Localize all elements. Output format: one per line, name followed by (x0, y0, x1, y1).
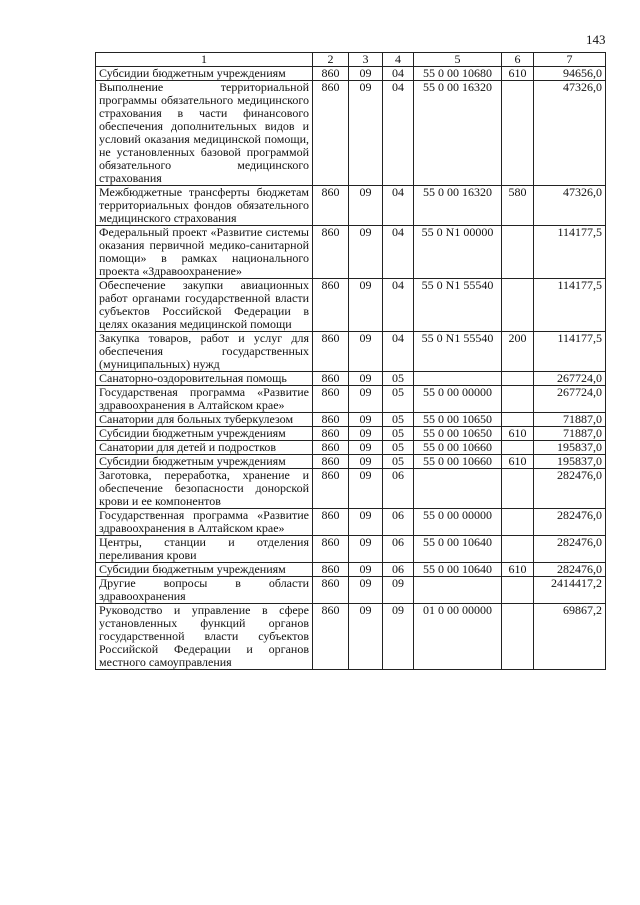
table-row (96, 279, 606, 332)
section-code: 09 (349, 413, 383, 427)
expense-type-code (502, 509, 534, 536)
expense-type-code: 580 (502, 186, 534, 226)
admin-code: 860 (313, 427, 349, 441)
subsection-code: 06 (383, 536, 414, 563)
section-code: 09 (349, 67, 383, 81)
target-article-code: 55 0 00 10650 (414, 413, 502, 427)
table-row (96, 455, 606, 469)
amount: 2414417,2 (534, 577, 606, 604)
admin-code: 860 (313, 455, 349, 469)
admin-code: 860 (313, 441, 349, 455)
header-cell: 4 (383, 53, 414, 67)
table-row (96, 469, 606, 509)
table-row (96, 386, 606, 413)
table-row (96, 441, 606, 455)
amount: 47326,0 (534, 81, 606, 186)
subsection-code: 05 (383, 427, 414, 441)
header-cell: 5 (414, 53, 502, 67)
amount: 195837,0 (534, 455, 606, 469)
row-name: Субсидии бюджетным учреждениям (96, 563, 313, 577)
row-name: Закупка товаров, работ и услуг для обеспечения государственных (муниципальных) нужд (96, 332, 313, 372)
amount: 282476,0 (534, 509, 606, 536)
amount: 114177,5 (534, 226, 606, 279)
expense-type-code (502, 279, 534, 332)
amount: 282476,0 (534, 563, 606, 577)
row-name: Субсидии бюджетным учреждениям (96, 427, 313, 441)
amount: 267724,0 (534, 386, 606, 413)
expense-type-code (502, 604, 534, 670)
table-row (96, 536, 606, 563)
expense-type-code (502, 226, 534, 279)
table-row (96, 372, 606, 386)
row-name: Субсидии бюджетным учреждениям (96, 67, 313, 81)
expense-type-code (502, 441, 534, 455)
subsection-code: 04 (383, 67, 414, 81)
subsection-code: 06 (383, 469, 414, 509)
amount: 282476,0 (534, 536, 606, 563)
section-code: 09 (349, 81, 383, 186)
target-article-code: 55 0 N1 55540 (414, 279, 502, 332)
section-code: 09 (349, 279, 383, 332)
admin-code: 860 (313, 186, 349, 226)
amount: 47326,0 (534, 186, 606, 226)
expense-type-code (502, 386, 534, 413)
header-cell: 7 (534, 53, 606, 67)
expense-type-code (502, 536, 534, 563)
admin-code: 860 (313, 81, 349, 186)
admin-code: 860 (313, 577, 349, 604)
section-code: 09 (349, 469, 383, 509)
target-article-code: 55 0 00 10640 (414, 563, 502, 577)
expense-type-code: 610 (502, 563, 534, 577)
row-name: Федеральный проект «Развитие системы оказания первичной медико-санитарной помощи» в рамках национального проекта «Здравоохранение» (96, 226, 313, 279)
table-row (96, 427, 606, 441)
row-name: Центры, станции и отделения переливания крови (96, 536, 313, 563)
amount: 282476,0 (534, 469, 606, 509)
amount: 94656,0 (534, 67, 606, 81)
target-article-code: 55 0 00 10650 (414, 427, 502, 441)
target-article-code (414, 577, 502, 604)
section-code: 09 (349, 386, 383, 413)
table-row (96, 332, 606, 372)
target-article-code: 55 0 N1 55540 (414, 332, 502, 372)
target-article-code: 55 0 00 10640 (414, 536, 502, 563)
target-article-code: 55 0 00 00000 (414, 509, 502, 536)
admin-code: 860 (313, 332, 349, 372)
table-row (96, 509, 606, 536)
section-code: 09 (349, 441, 383, 455)
section-code: 09 (349, 577, 383, 604)
admin-code: 860 (313, 67, 349, 81)
subsection-code: 05 (383, 441, 414, 455)
amount: 267724,0 (534, 372, 606, 386)
admin-code: 860 (313, 226, 349, 279)
target-article-code: 55 0 00 10660 (414, 455, 502, 469)
table-body (96, 67, 606, 670)
header-cell: 3 (349, 53, 383, 67)
subsection-code: 04 (383, 332, 414, 372)
table-row (96, 563, 606, 577)
expense-type-code (502, 413, 534, 427)
admin-code: 860 (313, 372, 349, 386)
subsection-code: 04 (383, 81, 414, 186)
row-name: Другие вопросы в области здравоохранения (96, 577, 313, 604)
row-name: Санатории для больных туберкулезом (96, 413, 313, 427)
admin-code: 860 (313, 413, 349, 427)
admin-code: 860 (313, 386, 349, 413)
subsection-code: 05 (383, 455, 414, 469)
section-code: 09 (349, 186, 383, 226)
section-code: 09 (349, 509, 383, 536)
section-code: 09 (349, 226, 383, 279)
admin-code: 860 (313, 279, 349, 332)
target-article-code: 01 0 00 00000 (414, 604, 502, 670)
target-article-code (414, 469, 502, 509)
row-name: Заготовка, переработка, хранение и обеспечение безопасности донорской крови и ее компонентов (96, 469, 313, 509)
amount: 195837,0 (534, 441, 606, 455)
admin-code: 860 (313, 536, 349, 563)
target-article-code: 55 0 N1 00000 (414, 226, 502, 279)
row-name: Субсидии бюджетным учреждениям (96, 455, 313, 469)
section-code: 09 (349, 332, 383, 372)
admin-code: 860 (313, 604, 349, 670)
expense-type-code (502, 372, 534, 386)
amount: 114177,5 (534, 279, 606, 332)
section-code: 09 (349, 372, 383, 386)
section-code: 09 (349, 563, 383, 577)
table-row (96, 577, 606, 604)
admin-code: 860 (313, 469, 349, 509)
row-name: Государственная программа «Развитие здравоохранения в Алтайском крае» (96, 509, 313, 536)
expense-type-code: 610 (502, 67, 534, 81)
subsection-code: 04 (383, 279, 414, 332)
subsection-code: 04 (383, 186, 414, 226)
section-code: 09 (349, 455, 383, 469)
target-article-code (414, 372, 502, 386)
row-name: Выполнение территориальной программы обязательного медицинского страхования в части финансового обеспечения дополнительных видов и условий оказания медицинской помощи, не установленных базовой программой обязательного медицинского страхования (96, 81, 313, 186)
target-article-code: 55 0 00 00000 (414, 386, 502, 413)
subsection-code: 09 (383, 577, 414, 604)
row-name: Межбюджетные трансферты бюджетам территориальных фондов обязательного медицинского страхования (96, 186, 313, 226)
admin-code: 860 (313, 563, 349, 577)
header-cell: 1 (96, 53, 313, 67)
expense-type-code: 610 (502, 455, 534, 469)
subsection-code: 05 (383, 413, 414, 427)
section-code: 09 (349, 427, 383, 441)
expense-type-code: 200 (502, 332, 534, 372)
row-name: Руководство и управление в сфере установленных функций органов государственной власти субъектов Российской Федерации и органов местного самоуправления (96, 604, 313, 670)
table-row (96, 81, 606, 186)
table-row (96, 226, 606, 279)
budget-table (95, 52, 606, 670)
table-row (96, 67, 606, 81)
table-row (96, 413, 606, 427)
target-article-code: 55 0 00 16320 (414, 81, 502, 186)
section-code: 09 (349, 604, 383, 670)
amount: 71887,0 (534, 413, 606, 427)
subsection-code: 09 (383, 604, 414, 670)
expense-type-code (502, 81, 534, 186)
subsection-code: 06 (383, 509, 414, 536)
table-header-row (96, 53, 606, 67)
subsection-code: 05 (383, 386, 414, 413)
target-article-code: 55 0 00 10680 (414, 67, 502, 81)
amount: 69867,2 (534, 604, 606, 670)
header-cell: 6 (502, 53, 534, 67)
header-cell: 2 (313, 53, 349, 67)
page-number: 143 (586, 32, 606, 47)
row-name: Обеспечение закупки авиационных работ органами государственной власти субъектов Российской Федерации в целях оказания медицинской помощи (96, 279, 313, 332)
amount: 114177,5 (534, 332, 606, 372)
row-name: Санаторно-оздоровительная помощь (96, 372, 313, 386)
table-row (96, 186, 606, 226)
subsection-code: 06 (383, 563, 414, 577)
subsection-code: 04 (383, 226, 414, 279)
subsection-code: 05 (383, 372, 414, 386)
target-article-code: 55 0 00 16320 (414, 186, 502, 226)
admin-code: 860 (313, 509, 349, 536)
expense-type-code: 610 (502, 427, 534, 441)
expense-type-code (502, 577, 534, 604)
amount: 71887,0 (534, 427, 606, 441)
section-code: 09 (349, 536, 383, 563)
target-article-code: 55 0 00 10660 (414, 441, 502, 455)
row-name: Санатории для детей и подростков (96, 441, 313, 455)
row-name: Государственая программа «Развитие здравоохранения в Алтайском крае» (96, 386, 313, 413)
expense-type-code (502, 469, 534, 509)
table-row (96, 604, 606, 670)
